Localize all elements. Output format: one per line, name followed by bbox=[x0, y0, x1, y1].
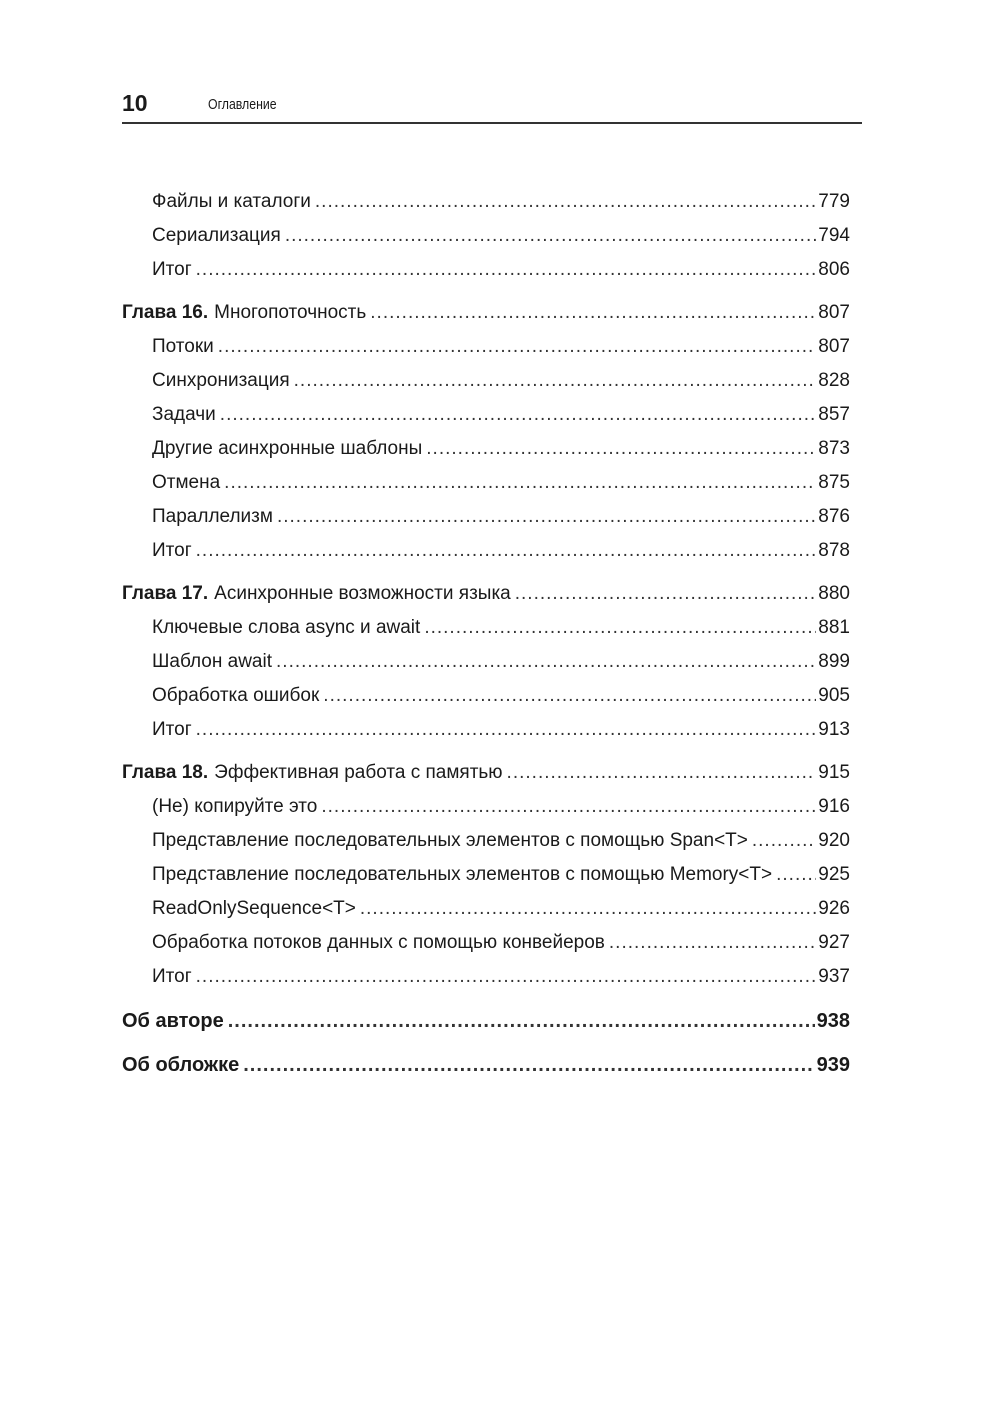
toc-chapter bbox=[122, 756, 850, 790]
dot-leader bbox=[196, 534, 817, 568]
toc-entry-label: (Не) копируйте это bbox=[152, 796, 318, 817]
toc-top-entry bbox=[122, 1048, 850, 1082]
toc-entry-page: 916 bbox=[818, 796, 850, 817]
dot-leader bbox=[285, 219, 816, 253]
dot-leader bbox=[609, 926, 816, 960]
dot-leader bbox=[515, 577, 817, 611]
dot-leader bbox=[294, 364, 817, 398]
toc-entry bbox=[122, 253, 850, 287]
toc-top-entry bbox=[122, 1004, 850, 1038]
toc-entry-page: 779 bbox=[818, 191, 850, 212]
toc-entry bbox=[122, 432, 850, 466]
toc-entry-label: Потоки bbox=[152, 336, 214, 357]
toc-chapter bbox=[122, 577, 850, 611]
dot-leader bbox=[426, 432, 816, 466]
toc-entry bbox=[122, 960, 850, 994]
dot-leader bbox=[224, 466, 816, 500]
toc-entry-label: Задачи bbox=[152, 404, 216, 425]
toc-entry-label: Итог bbox=[152, 259, 192, 280]
dot-leader bbox=[243, 1048, 814, 1082]
toc-entry bbox=[122, 679, 850, 713]
toc-entry-page: 806 bbox=[818, 259, 850, 280]
toc-entry-page: 807 bbox=[818, 302, 850, 323]
dot-leader bbox=[196, 960, 817, 994]
toc-entry-page: 881 bbox=[818, 617, 850, 638]
toc-entry-label: Итог bbox=[152, 719, 192, 740]
toc-entry bbox=[122, 611, 850, 645]
toc-entry-label: Представление последовательных элементов с помощью Memory<T> bbox=[152, 864, 773, 885]
running-title: Оглавление bbox=[208, 96, 277, 113]
chapter-number: Глава 18. bbox=[122, 762, 209, 783]
toc-entry-page: 876 bbox=[818, 506, 850, 527]
toc-entry-label: Многопоточность bbox=[214, 302, 367, 323]
toc-entry bbox=[122, 790, 850, 824]
toc-entry-page: 926 bbox=[818, 898, 850, 919]
toc-entry-label: Другие асинхронные шаблоны bbox=[152, 438, 423, 459]
toc-entry-page: 794 bbox=[818, 225, 850, 246]
toc-entry-label: Об авторе bbox=[122, 1010, 224, 1032]
toc-entry bbox=[122, 534, 850, 568]
toc-entry bbox=[122, 364, 850, 398]
toc-entry-page: 937 bbox=[818, 966, 850, 987]
toc-entry-label: Сериализация bbox=[152, 225, 281, 246]
toc-entry-page: 899 bbox=[818, 651, 850, 672]
dot-leader bbox=[321, 790, 816, 824]
toc-entry-page: 880 bbox=[818, 583, 850, 604]
toc-entry-label: Эффективная работа с памятью bbox=[214, 762, 503, 783]
toc-entry-page: 873 bbox=[818, 438, 850, 459]
toc-entry-page: 828 bbox=[818, 370, 850, 391]
toc-entry-label: Ключевые слова async и await bbox=[152, 617, 421, 638]
dot-leader bbox=[424, 611, 816, 645]
dot-leader bbox=[196, 253, 817, 287]
toc-entry-label: Параллелизм bbox=[152, 506, 273, 527]
toc-entry bbox=[122, 713, 850, 747]
toc-entry-label: Обработка потоков данных с помощью конвейеров bbox=[152, 932, 605, 953]
toc-chapter bbox=[122, 296, 850, 330]
dot-leader bbox=[507, 756, 817, 790]
toc-entry-page: 925 bbox=[818, 864, 850, 885]
toc-entry-page: 938 bbox=[816, 1010, 850, 1032]
chapter-number: Глава 16. bbox=[122, 302, 209, 323]
toc-entry-page: 875 bbox=[818, 472, 850, 493]
running-header bbox=[122, 88, 862, 124]
toc-entry-label: Файлы и каталоги bbox=[152, 191, 311, 212]
toc-entry bbox=[122, 398, 850, 432]
dot-leader bbox=[277, 500, 816, 534]
toc-entry-label: Отмена bbox=[152, 472, 221, 493]
toc-entry-label: Итог bbox=[152, 966, 192, 987]
dot-leader bbox=[323, 679, 816, 713]
dot-leader bbox=[220, 398, 817, 432]
toc-entry-label: Асинхронные возможности языка bbox=[214, 583, 511, 604]
dot-leader bbox=[370, 296, 816, 330]
toc-entry bbox=[122, 330, 850, 364]
dot-leader bbox=[276, 645, 816, 679]
toc-entry-label: Синхронизация bbox=[152, 370, 290, 391]
toc-entry bbox=[122, 824, 850, 858]
toc-entry-page: 920 bbox=[818, 830, 850, 851]
toc-entry bbox=[122, 185, 850, 219]
toc-entry bbox=[122, 466, 850, 500]
toc-entry-page: 857 bbox=[818, 404, 850, 425]
toc-entry bbox=[122, 858, 850, 892]
toc-entry bbox=[122, 219, 850, 253]
toc-entry-label: ReadOnlySequence<T> bbox=[152, 898, 356, 919]
toc-entry-label: Представление последовательных элементов с помощью Span<T> bbox=[152, 830, 748, 851]
toc-entry bbox=[122, 645, 850, 679]
toc-entry-page: 807 bbox=[818, 336, 850, 357]
toc-entry bbox=[122, 926, 850, 960]
toc-entry-page: 913 bbox=[818, 719, 850, 740]
toc-entry-label: Обработка ошибок bbox=[152, 685, 320, 706]
toc-entry bbox=[122, 892, 850, 926]
table-of-contents bbox=[122, 185, 850, 1082]
dot-leader bbox=[752, 824, 816, 858]
toc-entry-page: 915 bbox=[818, 762, 850, 783]
chapter-number: Глава 17. bbox=[122, 583, 209, 604]
dot-leader bbox=[360, 892, 816, 926]
dot-leader bbox=[776, 858, 816, 892]
dot-leader bbox=[228, 1004, 815, 1038]
toc-entry-page: 927 bbox=[818, 932, 850, 953]
dot-leader bbox=[315, 185, 816, 219]
page-number: 10 bbox=[122, 90, 148, 116]
toc-entry-page: 905 bbox=[818, 685, 850, 706]
toc-entry-label: Шаблон await bbox=[152, 651, 273, 672]
toc-entry-label: Об обложке bbox=[122, 1054, 240, 1076]
toc-entry-page: 878 bbox=[818, 540, 850, 561]
dot-leader bbox=[196, 713, 817, 747]
toc-entry-page: 939 bbox=[816, 1054, 850, 1076]
toc-entry-label: Итог bbox=[152, 540, 192, 561]
dot-leader bbox=[218, 330, 817, 364]
toc-entry bbox=[122, 500, 850, 534]
